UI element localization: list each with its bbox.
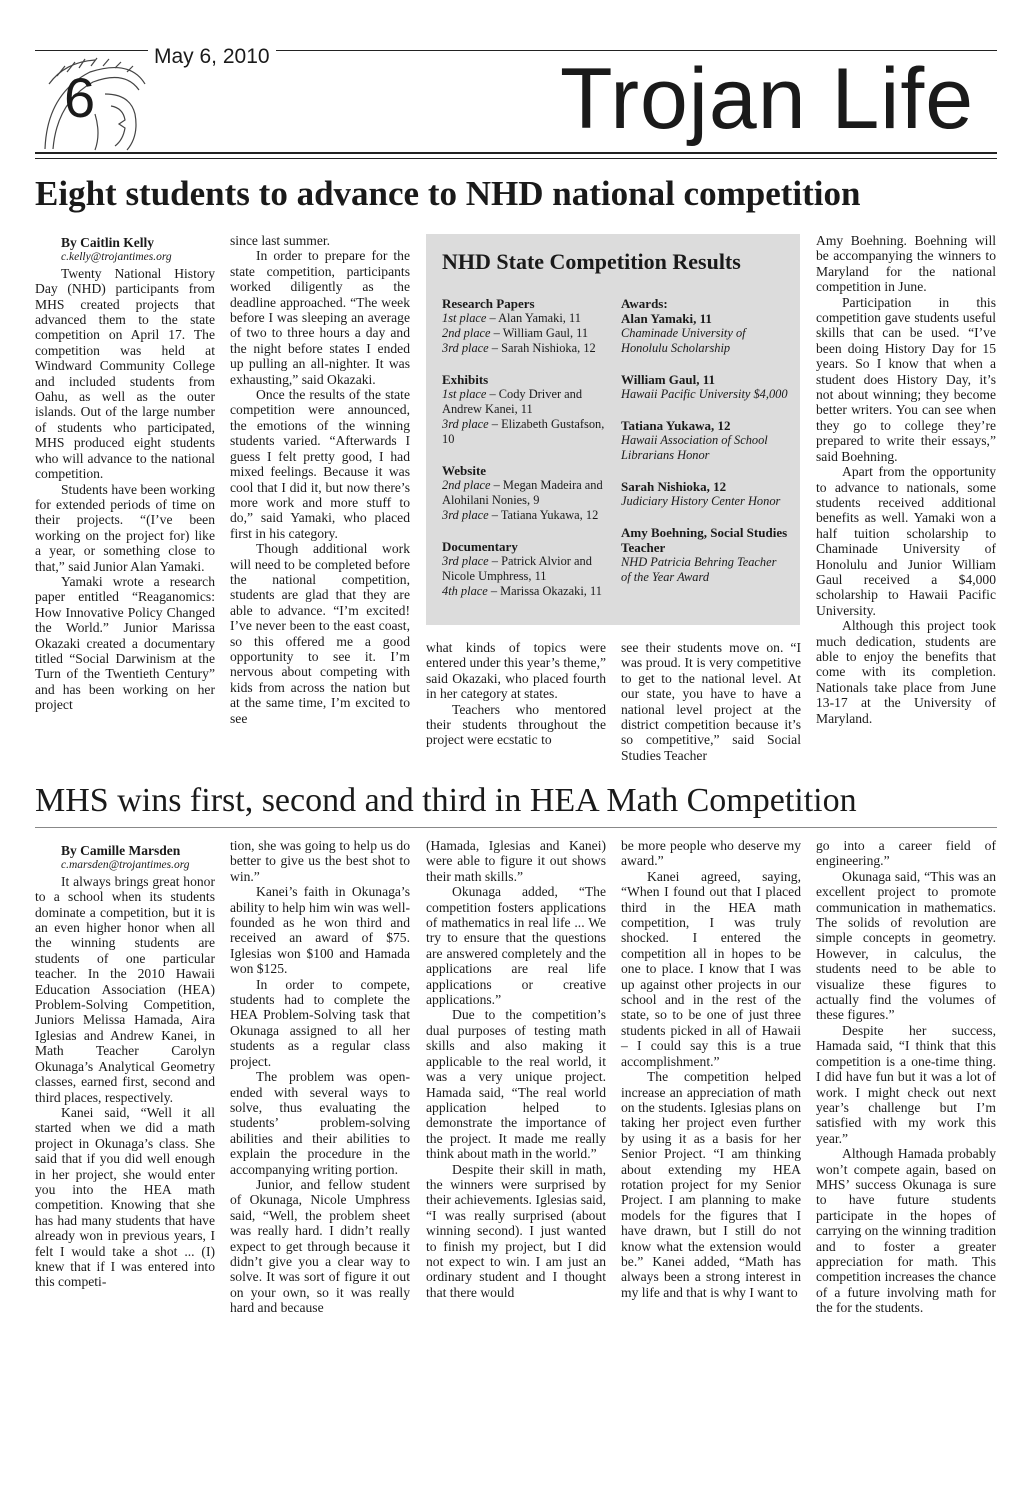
category-documentary (442, 539, 612, 599)
result-entry: 3rd place – Elizabeth Gustafson, 10 (442, 417, 605, 446)
category-heading: Documentary (442, 539, 518, 554)
awards-heading: Awards: (621, 296, 668, 311)
paragraph: Participation in this competition gave students useful skills that can be used. “I’ve been doing History Day for 15 years. So I know that when a student does History Day, it’s not about winning; they become better writers. You can see when they go to college they’re prepared to write their essays,” said Boehning. (816, 294, 996, 464)
paragraph: Junior, and fellow student of Okunaga, Nicole Umphress said, “Well, the problem sheet was really hard. I didn’t really expect to get through because it didn’t give you a clear way to solve. It was sort of figure it out on your own, so it was really hard and because (230, 1176, 410, 1316)
category-heading: Website (442, 463, 487, 478)
story1-column-3 (426, 640, 606, 748)
sidebar-results-list (442, 296, 612, 599)
paragraph: tion, she was going to help us do better to give us the best shot to win.” (230, 838, 410, 884)
result-entry: 3rd place – Tatiana Yukawa, 12 (442, 508, 599, 522)
paragraph: Although this project took much dedication, students are able to enjoy the benefits that come with its completion. Nationals take place from June 13-17 at the University of Maryland. (816, 618, 996, 726)
paragraph: Though additional work will need to be completed before the national competition, students are glad that they are able to advance. “I’m excited! I’ve never been to the east coast, so this offered me a good opportunity to see it. I’m nervous about competing with kids from across the nation but at the same time, I’m excited to see (230, 541, 410, 726)
result-entry: 3rd place – Patrick Alvior and Nicole Umphress, 11 (442, 554, 592, 583)
paragraph: Twenty National History Day (NHD) participants from MHS created projects that advanced them to the state competition on April 17. The competition was held at Windward Community College and included students from Oahu, as well as the outer islands. Out of the large number of students who participated, MHS produced eight students who will advance to the national competition. (35, 265, 215, 482)
paragraph: Kanei agreed, saying, “When I found out that I placed third in the HEA math competition, I was truly shocked. I entered the competition all in hopes to be one to place. I know that I was up against other projects in our school and in the rest of the state, so to be one of just three students picked in all of Hawaii – I could say this is a true accomplishment.” (621, 868, 801, 1069)
result-entry: 1st place – Cody Driver and Andrew Kanei, 11 (442, 387, 583, 416)
masthead-bottom-rule-thin (35, 158, 997, 159)
result-entry: 3rd place – Sarah Nishioka, 12 (442, 341, 596, 355)
story2-column-3 (426, 838, 606, 1300)
paragraph: Despite their skill in math, the winners were surprised by their achievements. Iglesias said, “I was really surprised (about winning second). I just wanted to finish my project, but I did not expect to win. I am just an ordinary student and I thought that there would (426, 1161, 606, 1300)
story1-column-1 (35, 235, 215, 713)
paragraph: Despite her success, Hamada said, “I think that this competition is a one-time thing. I did have fun but it was a lot of work. I might check out next year’s challenge but I’m satisfied with my work this year.” (816, 1022, 996, 1146)
paragraph: Although Hamada probably won’t compete again, based on MHS’ success Okunaga is sure to have future students participate in the hopes of carrying on the winning tradition and to foster a greater appreciation for math. This competition increases the chance of a future involving math for the for the students. (816, 1146, 996, 1316)
paragraph: The competition helped increase an appreciation of math on the students. Iglesias plans on taking her project even further by using it as a basis for her Senior Project. “I am thinking about extending my HEA rotation project for my Senior Project. I am planning to make models for the figures that I have drawn, but I still do not know what the extension would be.” Kanei added, “Math has always been a strong interest in my life and that is why I want to (621, 1069, 801, 1300)
result-entry: 1st place – Alan Yamaki, 11 (442, 311, 581, 325)
story2-column-2 (230, 838, 410, 1316)
story1-column-5 (816, 233, 996, 726)
paragraph: Okunaga added, “The competition fosters applications of mathematics in real life ... We try to ensure that the questions are answered completely and the applications are real life applications or creative applications.” (426, 884, 606, 1008)
story2-column-5 (816, 838, 996, 1316)
award-entry: Tatiana Yukawa, 12 Hawaii Association of School Librarians Honor (621, 418, 768, 462)
story1-headline: Eight students to advance to NHD national competition (35, 174, 861, 213)
paragraph: Okunaga said, “This was an excellent project to promote communication in mathematics. The solids of revolution are simple concepts in geometry. However, in calculus, the students need to be able to visualize these figures to actually find the volumes of these figures.” (816, 868, 996, 1023)
issue-date: May 6, 2010 (148, 45, 276, 69)
paragraph: The problem was open-ended with several ways to solve, thus evaluating the students’ problem-solving abilities and their abilities to explain the procedure in the accompanying writing portion. (230, 1069, 410, 1177)
paragraph: see their students move on. “I was proud. It is very competitive to get to the national level. At our state, you have to have a national level project at the district competition because it’s so competitive,” said Social Studies Teacher (621, 640, 801, 763)
story1-column-4 (621, 640, 801, 763)
paragraph: be more people who deserve my award.” (621, 838, 801, 869)
paragraph: (Hamada, Iglesias and Kanei) were able to figure it out shows their math skills.” (426, 838, 606, 884)
page-number: 6 (64, 66, 96, 129)
paragraph: Apart from the opportunity to advance to nationals, some students received additional benefits as well. Yamaki won a half tuition scholarship to Chaminade University of Honolulu and Junior William Gaul received a $4,000 scholarship to Hawaii Pacific University. (816, 464, 996, 618)
category-heading: Exhibits (442, 372, 489, 387)
section-title: Trojan Life (560, 51, 975, 147)
paragraph: Yamaki wrote a research paper entitled “Reaganomics: How Innovative Policy Changed the World.” Junior Marissa Okazaki created a documentary titled “Social Darwinism at the Turn of the Twentieth Century” and has been working on her project (35, 573, 215, 713)
story2-column-1 (35, 843, 215, 1290)
category-exhibits (442, 372, 612, 447)
story2-column-4 (621, 838, 801, 1300)
story1-byline: By Caitlin Kelly (61, 235, 155, 250)
sidebar-awards-list (621, 296, 789, 585)
paragraph: Amy Boehning. Boehning will be accompanying the winners to Maryland for the national competition in June. (816, 233, 996, 295)
sidebar-title: NHD State Competition Results (442, 249, 741, 274)
paragraph: since last summer. (230, 233, 331, 248)
award-entry: Sarah Nishioka, 12 Judiciary History Center Honor (621, 479, 781, 508)
paragraph: In order to prepare for the state competition, participants worked diligently as the deadline approached. “The week before I was sleeping an average of two to three hours a day and the night before states I ended up pulling an all-nighter. It was exhausting,” said Okazaki. (230, 248, 410, 387)
paragraph: Due to the competition’s dual purposes of testing math skills and also making it applicable to the real world, it was a very unique project. Hamada said, “The real world application helped to demonstrate the importance of the project. It made me really think about math in the world.” (426, 1007, 606, 1162)
result-entry: 2nd place – William Gaul, 11 (442, 326, 589, 340)
category-research-papers (442, 296, 612, 356)
paragraph: what kinds of topics were entered under this year’s theme,” said Okazaki, who placed fourth in her category at states. (426, 640, 606, 702)
story2-rule (35, 827, 997, 828)
award-entry: Amy Boehning, Social Studies Teacher NHD Patricia Behring Teacher of the Year Award (621, 525, 788, 584)
story2-headline: MHS wins first, second and third in HEA Math Competition (35, 782, 857, 819)
category-website (442, 463, 612, 523)
story2-byline: By Camille Marsden (61, 843, 181, 858)
story2-email: c.marsden@trojantimes.org (61, 859, 190, 872)
story1-column-2 (230, 233, 410, 726)
masthead-bottom-rule (35, 152, 997, 154)
award-entry: Alan Yamaki, 11 Chaminade University of Honolulu Scholarship (621, 311, 746, 355)
paragraph: Kanei said, “Well it all started when we did a math project in Okunaga’s class. She said that if you did well enough in her project, she would enter you into the HEA math competition. Knowing that she has had many students that have already won in previous years, I felt I would take a shot ... (I) knew that if I was entered into this competi- (35, 1104, 215, 1290)
category-heading: Research Papers (442, 296, 535, 311)
paragraph: Teachers who mentored their students throughout the project were ecstatic to (426, 701, 606, 748)
paragraph: Once the results of the state competition were announced, the emotions of the winning students varied. “Afterwards I guess I felt pretty good, I had mixed feelings. Because it was cool that I did it, but now there’s more work and more stuff to do,” said Yamaki, who placed first in his category. (230, 387, 410, 541)
paragraph: Students have been working for extended periods of time on their projects. “(I’ve been working on the project for) like a year, or something close to that,” said Junior Alan Yamaki. (35, 481, 215, 574)
award-entry: William Gaul, 11 Hawaii Pacific University $4,000 (621, 372, 788, 401)
story1-email: c.kelly@trojantimes.org (61, 251, 172, 264)
paragraph: Kanei’s faith in Okunaga’s ability to help him win was well-founded as he won third and received an award of $75. Iglesias won $100 and Hamada won $125. (230, 884, 410, 977)
paragraph: In order to compete, students had to complete the HEA Problem-Solving task that Okunaga assigned to all her students as a regular class project. (230, 976, 410, 1069)
result-entry: 4th place – Marissa Okazaki, 11 (442, 584, 602, 598)
paragraph: go into a career field of engineering.” (816, 838, 996, 869)
paragraph: It always brings great honor to a school when its students dominate a competition, but it is an even higher honor when all the winning students are students of one particular teacher. In the 2010 Hawaii Education Association (HEA) Problem-Solving Competition, Juniors Melissa Hamada, Aira Iglesias and Andrew Kanei, in Math Teacher Carolyn Okunaga’s Analytical Geometry classes, earned first, second and third places, respectively. (35, 873, 215, 1105)
result-entry: 2nd place – Megan Madeira and Alohilani Nonies, 9 (442, 478, 603, 507)
